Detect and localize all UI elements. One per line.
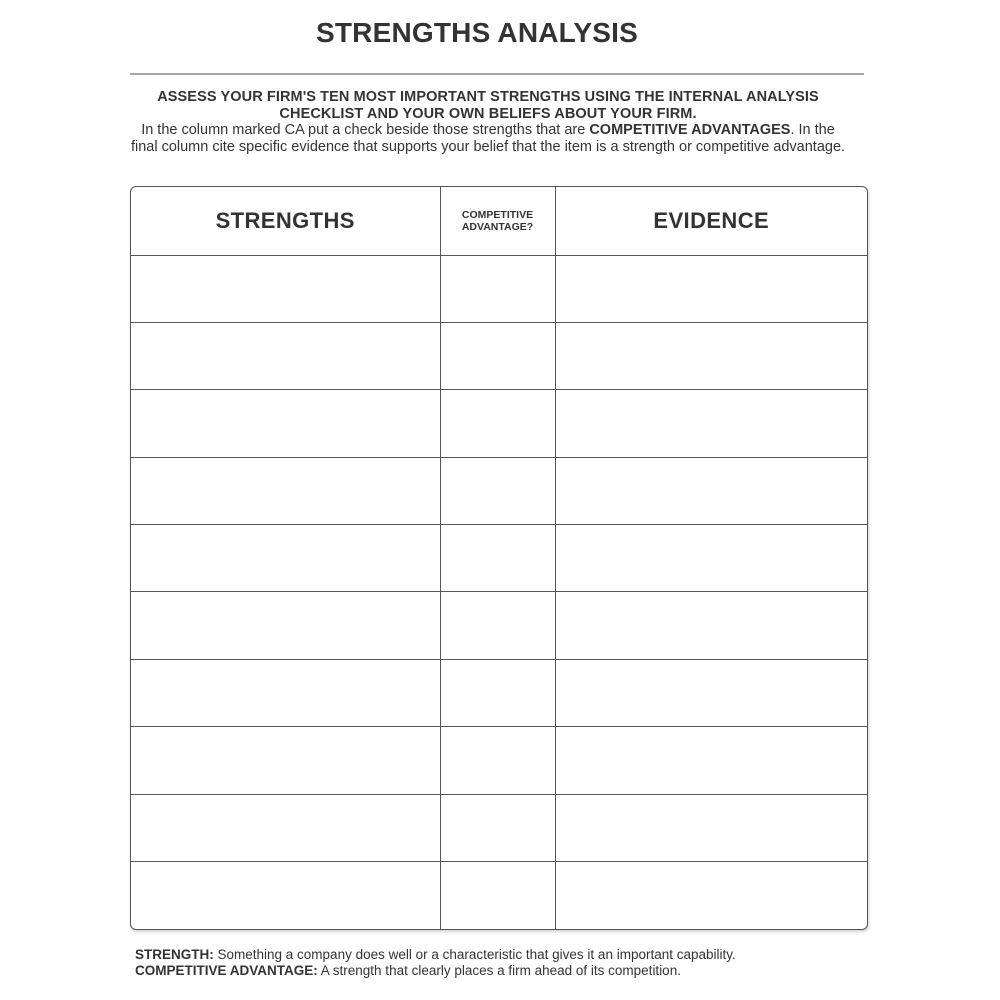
evidence-cell[interactable] [555,525,867,592]
strength-cell[interactable] [131,659,440,726]
ca-check-entry[interactable] [441,390,555,456]
competitive-advantage-column-header [440,187,555,255]
strength-entry[interactable] [131,862,440,929]
ca-header-line2: ADVANTAGE? [461,220,534,233]
page-title: STRENGTHS ANALYSIS [315,17,639,48]
competitive-advantage-definition-text: A strength that clearly places a firm ahead of its competition. [317,963,681,978]
competitive-advantage-cell[interactable] [440,322,555,389]
ca-check-entry[interactable] [441,862,555,929]
strength-term: STRENGTH: [135,947,214,962]
strength-cell[interactable] [131,727,440,794]
evidence-column-header [555,187,867,255]
table-row [131,862,867,929]
table-row [131,592,867,659]
table-row [131,794,867,861]
strength-cell[interactable] [131,457,440,524]
competitive-advantage-cell[interactable] [440,862,555,929]
evidence-cell[interactable] [555,255,867,322]
table-row [131,255,867,322]
strength-entry[interactable] [131,525,440,591]
strengths-table-container [130,186,868,930]
strength-cell[interactable] [131,255,440,322]
competitive-advantage-definition [135,963,736,979]
instructions-body [130,122,846,155]
instructions-text-after: . In the final column cite specific evidence that supports your belief that the item is a strength or competitive advantage. [130,122,846,155]
competitive-advantage-cell[interactable] [440,592,555,659]
table-row [131,727,867,794]
table-row [131,390,867,457]
competitive-advantage-cell[interactable] [440,659,555,726]
ca-check-entry[interactable] [441,795,555,861]
evidence-entry[interactable] [556,660,868,726]
strength-cell[interactable] [131,525,440,592]
instructions-heading: ASSESS YOUR FIRM'S TEN MOST IMPORTANT STRENGTHS USING THE INTERNAL ANALYSIS CHECKLIST AND YOUR OWN BELIEFS ABOUT YOUR FIRM. [157,89,819,122]
competitive-advantage-cell[interactable] [440,727,555,794]
strength-entry[interactable] [131,390,440,456]
instructions-emphasis: COMPETITIVE ADVANTAGES [589,122,791,138]
evidence-header-label: EVIDENCE [653,207,770,233]
ca-check-entry[interactable] [441,660,555,726]
evidence-cell[interactable] [555,592,867,659]
competitive-advantage-cell[interactable] [440,255,555,322]
ca-check-entry[interactable] [441,458,555,524]
strength-entry[interactable] [131,660,440,726]
instructions [130,89,846,155]
evidence-cell[interactable] [555,390,867,457]
evidence-entry[interactable] [556,390,868,456]
strength-cell[interactable] [131,862,440,929]
evidence-cell[interactable] [555,322,867,389]
table-row [131,659,867,726]
competitive-advantage-cell[interactable] [440,457,555,524]
instructions-text-before: In the column marked CA put a check beside those strengths that are [141,122,590,138]
strength-definition-text: Something a company does well or a characteristic that gives it an important capability. [213,947,736,962]
strength-entry[interactable] [131,458,440,524]
ca-check-entry[interactable] [441,727,555,793]
strengths-table [131,187,867,929]
table-row [131,457,867,524]
evidence-entry[interactable] [556,592,868,658]
competitive-advantage-cell[interactable] [440,794,555,861]
ca-header-line1: COMPETITIVE [461,208,534,221]
definitions [135,947,736,979]
title-divider [130,73,864,75]
evidence-entry[interactable] [556,727,868,793]
strengths-header-label: STRENGTHS [215,207,355,233]
competitive-advantage-cell[interactable] [440,525,555,592]
table-row [131,322,867,389]
ca-check-entry[interactable] [441,525,555,591]
evidence-entry[interactable] [556,256,868,322]
evidence-cell[interactable] [555,457,867,524]
competitive-advantage-header-label [441,209,555,233]
strength-cell[interactable] [131,390,440,457]
strength-cell[interactable] [131,322,440,389]
evidence-entry[interactable] [556,795,868,861]
strength-definition [135,947,736,963]
ca-check-entry[interactable] [441,592,555,658]
evidence-cell[interactable] [555,659,867,726]
strength-cell[interactable] [131,592,440,659]
ca-check-entry[interactable] [441,323,555,389]
evidence-cell[interactable] [555,794,867,861]
evidence-entry[interactable] [556,862,868,929]
strength-entry[interactable] [131,323,440,389]
table-row [131,525,867,592]
evidence-entry[interactable] [556,525,868,591]
ca-check-entry[interactable] [441,256,555,322]
strength-entry[interactable] [131,727,440,793]
table-header-row [131,187,867,255]
competitive-advantage-term: COMPETITIVE ADVANTAGE: [135,963,318,978]
evidence-entry[interactable] [556,323,868,389]
strengths-column-header [131,187,440,255]
strength-entry[interactable] [131,795,440,861]
strength-entry[interactable] [131,592,440,658]
evidence-cell[interactable] [555,727,867,794]
strength-cell[interactable] [131,794,440,861]
strength-entry[interactable] [131,256,440,322]
evidence-entry[interactable] [556,458,868,524]
evidence-cell[interactable] [555,862,867,929]
competitive-advantage-cell[interactable] [440,390,555,457]
